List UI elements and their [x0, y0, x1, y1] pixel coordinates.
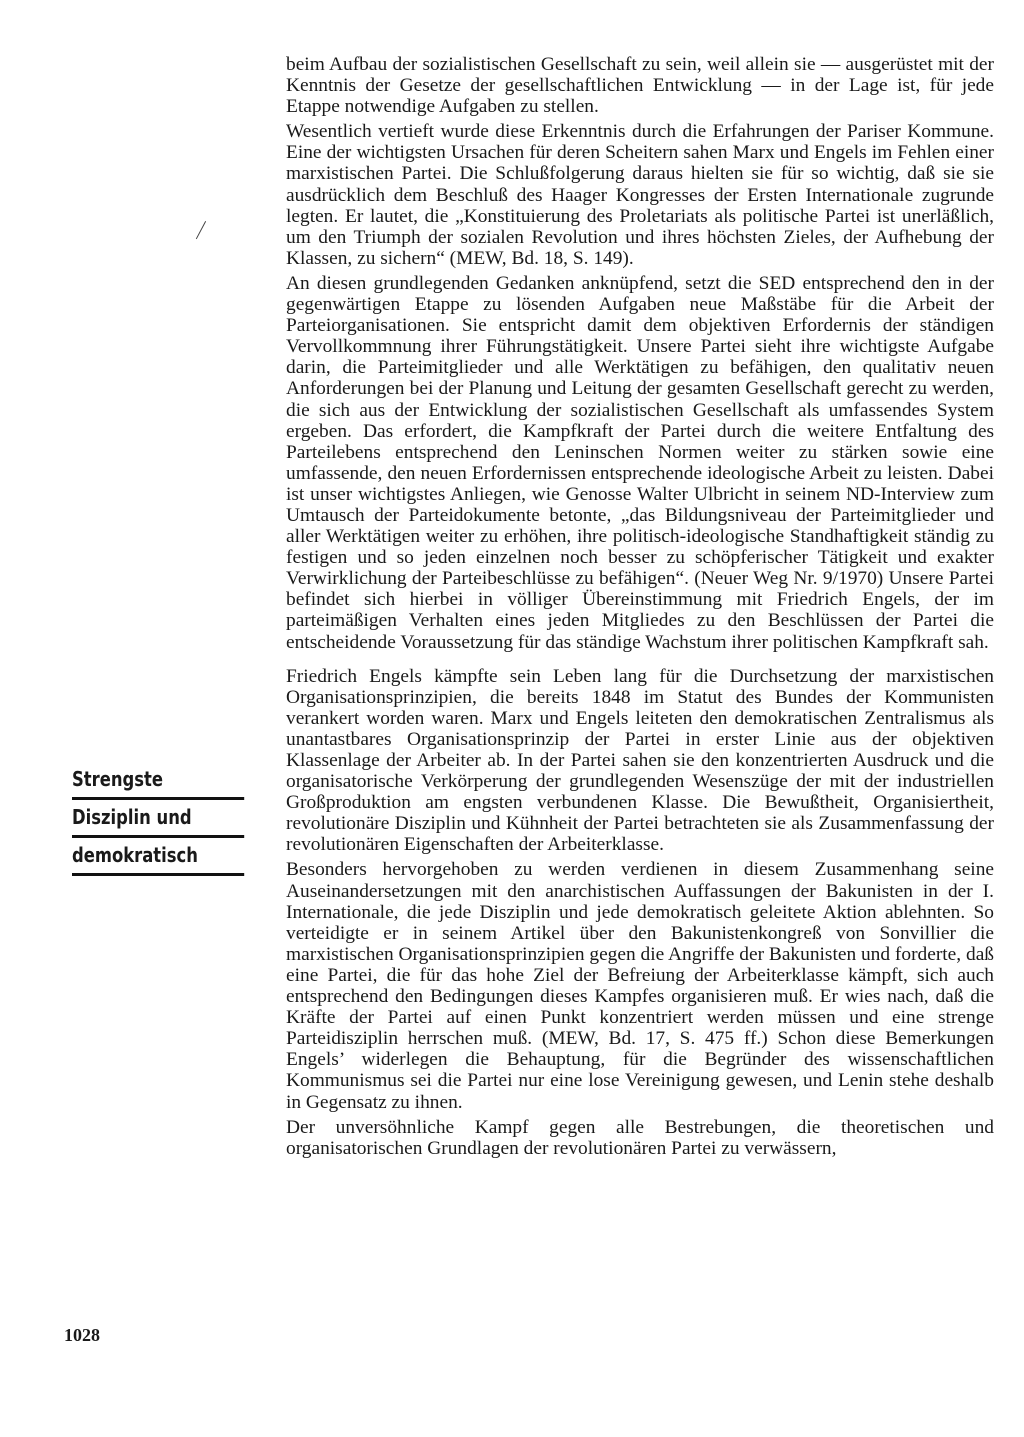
body-text: [286, 54, 994, 1163]
paragraph-5: Besonders hervorgehoben zu werden verdienen in diesem Zusammenhang seine Auseinandersetzungen mit den anarchistischen Auffassungen der Bakunisten in der I. Internationale, die jede Disziplin und jede demokratisch geleitete Aktion ablehnten. So verteidigte er in seinem Artikel über den Bakunistenkongreß von Sonvillier die marxistischen Organisationsprinzipien gegen die Angriffe der Bakunisten und forderte, daß eine Partei, die für das hohe Ziel der Befreiung der Arbeiterklasse kämpft, sich auch entsprechend den Bedingungen dieses Kampfes organisieren muß. Er wies nach, daß die Kräfte der Partei auf einen Punkt konzentriert werden müssen und eine strenge Parteidisziplin herrschen muß. (MEW, Bd. 17, S. 475 ff.) Schon diese Bemerkungen Engels’ widerlegen die Behauptung, für die Begründer des wissenschaftlichen Kommunismus sei die Partei nur eine lose Vereinigung gewesen, und Lenin stehe deshalb in Gegensatz zu ihnen.: [286, 859, 994, 1113]
side-heading-line-2: Disziplin und: [72, 800, 244, 838]
paragraph-3: An diesen grundlegenden Gedanken anknüpfend, setzt die SED entsprechend den in der gegenwärtigen Etappe zu lösenden Aufgaben neue Maßstäbe für die Arbeit der Parteiorganisationen. Sie entspricht damit dem objektiven Erfordernis der ständigen Vervollkommnung ihrer Führungstätigkeit. Unsere Partei sieht ihre wichtigste Aufgabe darin, die Parteimitglieder und alle Werktätigen zu befähigen, den qualitativ neuen Anforderungen bei der Planung und Leitung der gesamten Gesellschaft gerecht zu werden, die sich aus der Entwicklung der sozialistischen Gesellschaft als umfassendes System ergeben. Das erfordert, die Kampfkraft der Partei durch die weitere Entfaltung des Parteilebens entsprechend den Leninschen Normen weiter zu stärken sowie eine umfassende, den neuen Erfordernissen entsprechende ideologische Arbeit zu leisten. Dabei ist unser wichtigstes Anliegen, wie Genosse Walter Ulbricht in seinem ND-Interview zum Umtausch der Parteidokumente betonte, „das Bildungsniveau der Parteimitglieder und aller Werktätigen weiter zu erhöhen, ihre politisch-ideologische Standhaftigkeit ständig zu festigen und so jeden einzelnen noch besser zu schöpferischer Tätigkeit und exakter Verwirklichung der Parteibeschlüsse zu befähigen“. (Neuer Weg Nr. 9/1970) Unsere Partei befindet sich hierbei in völliger Übereinstimmung mit Friedrich Engels, der im parteimäßigen Verhalten eines jeden Mitgliedes zu den Beschlüssen der Partei die entscheidende Voraussetzung für das ständige Wachstum ihrer politischen Kampfkraft sah.: [286, 272, 994, 653]
paragraph-1: beim Aufbau der sozialistischen Gesellschaft zu sein, weil allein sie — ausgerüstet mit der Kenntnis der Gesetze der gesellschaftlichen Entwicklung — in der Lage ist, für jede Etappe notwendige Aufgaben zu stellen.: [286, 54, 994, 118]
paragraph-6: Der unversöhnliche Kampf gegen alle Bestrebungen, die theoretischen und organisatorischen Grundlagen der revolutionären Partei zu verwässern,: [286, 1116, 994, 1159]
side-heading-line-3: demokratisch: [72, 838, 244, 876]
margin-pencil-mark: [196, 221, 213, 243]
page-number: 1028: [64, 1325, 100, 1345]
paragraph-4: Friedrich Engels kämpfte sein Leben lang für die Durchsetzung der marxistischen Organisationsprinzipien, die bereits 1848 im Statut des Bundes der Kommunisten verankert worden waren. Marx und Engels leiteten den demokratischen Zentralismus als unantastbares Organisationsprinzip der Partei in erster Linie aus der objektiven Klassenlage der Arbeiter ab. In der Partei sahen sie den konzentrierten Ausdruck und die organisatorische Verkörperung der grundlegenden Wesenszüge der mit der industriellen Großproduktion am engsten verbundenen Klasse. Die Bewußtheit, Organisiertheit, revolutionäre Disziplin und Kühnheit der Partei betrachteten sie als Zusammenfassung der revolutionären Eigenschaften der Arbeiterklasse.: [286, 665, 994, 856]
side-heading: [72, 762, 216, 876]
side-heading-line-1: Strengste: [72, 762, 244, 800]
paragraph-2: Wesentlich vertieft wurde diese Erkenntnis durch die Erfahrungen der Pariser Kommune. Eine der wichtigsten Ursachen für deren Scheitern sahen Marx und Engels im Fehlen einer marxistischen Partei. Die Schlußfolgerung daraus hielten sie für so wichtig, daß sie sie ausdrücklich dem Beschluß des Haager Kongresses der Ersten Internationale zugrunde legten. Er lautet, die „Konstituierung des Proletariats als politische Partei ist unerläßlich, um den Triumph der sozialen Revolution und ihres höchsten Zieles, der Aufhebung der Klassen, zu sichern“ (MEW, Bd. 18, S. 149).: [286, 121, 994, 269]
